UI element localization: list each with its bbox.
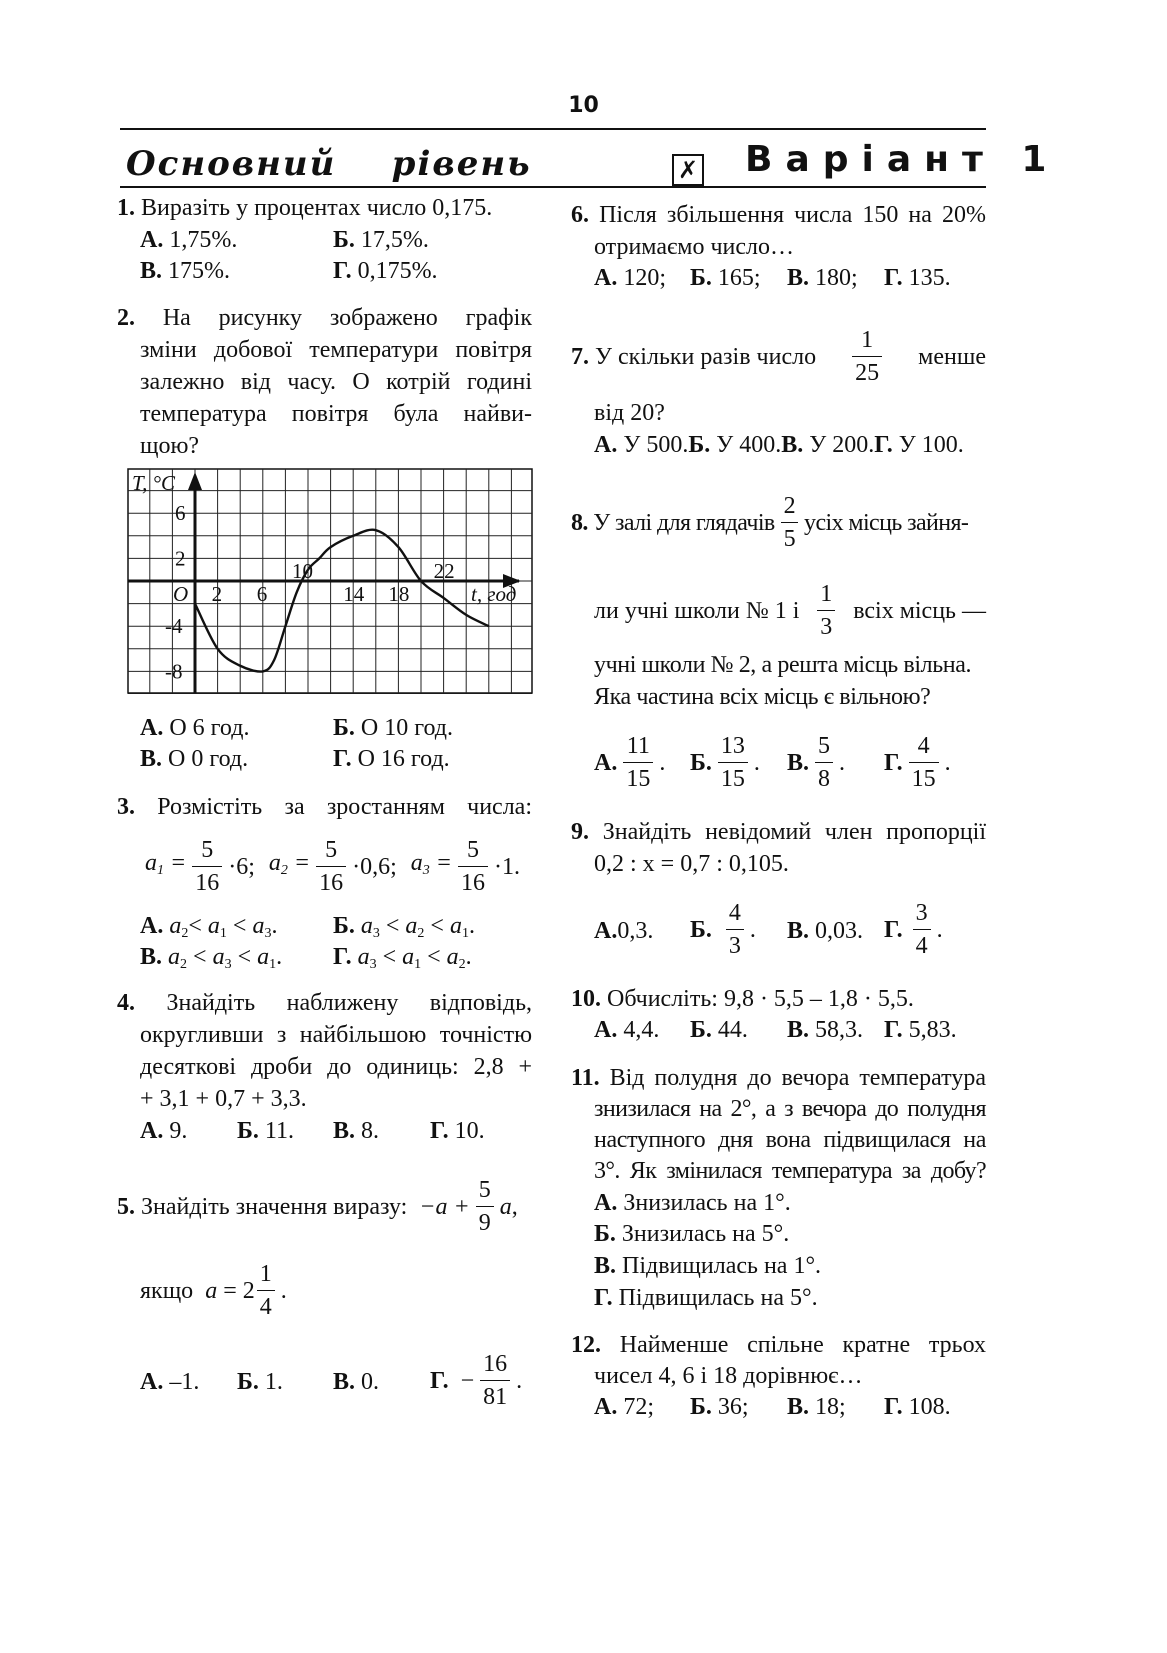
q2-option-c: В. О 0 год. [140,746,249,772]
y-axis-arrow [188,472,202,490]
q1-option-c: В. 175%. [140,258,231,284]
question-2-line2: зміни добової температури повітря [140,337,532,363]
origin-label: O [173,582,189,606]
q4-option-b: Б. 11. [237,1118,294,1144]
q8-option-b: Б. $\frac{13}{15}$ . [690,730,760,795]
question-2-line3: залежно від часу. О котрій годині [140,369,532,395]
question-8-line3: учні школи № 2, а решта місць вільна. [594,652,972,678]
q10-option-c: В. 58,3. [787,1017,864,1043]
question-11-line4: 3°. Як змінилася температура за добу? [594,1158,986,1184]
q10-option-b: Б. 44. [690,1017,748,1043]
x-tick-label: 2 [211,582,223,606]
y-tick-label: -4 [165,614,183,639]
q11-option-a: А. Знизилась на 1°. [594,1190,791,1216]
x-tick-label: 14 [343,582,365,606]
q9-option-b: Б. $\frac{4}{3}$ . [690,897,756,962]
q7-options: А. У 500.Б. У 400.В. У 200.Г. У 100. [594,432,964,458]
q1-option-d: Г. 0,175%. [333,258,438,284]
q12-option-d: Г. 108. [884,1394,951,1420]
q6-option-a: А. 120; [594,265,667,291]
question-2-line1: 2. На рисунку зображено графік [117,305,533,331]
q5-condition: якщо a = 2 $\frac{1}{4}$ . [140,1258,287,1323]
x-tick-label: 22 [433,559,455,583]
question-4-line1: 4. Знайдіть наближену відповідь, [117,990,533,1016]
q12-option-c: В. 18; [787,1394,846,1420]
question-7: 7. У скільки разів число $\frac{1}{25}$ менше [571,324,986,389]
q4-option-c: В. 8. [333,1118,380,1144]
q4-option-a: А. 9. [140,1118,188,1144]
x-tick-label: 6 [256,582,268,606]
q12-option-a: А. 72; [594,1394,655,1420]
x-tick-label: 10 [292,559,313,583]
question-11-line2: знизилася на 2°, а з вечора до полудня [594,1096,986,1122]
header-rule [120,186,986,188]
question-9-line2: 0,2 : x = 0,7 : 0,105. [594,851,789,877]
question-12-line2: чисел 4, 6 і 18 дорівнює… [594,1363,863,1389]
y-axis-label: T, °C [132,471,176,495]
question-2-line5: щою? [140,433,200,459]
variant-checkbox: ✗ [672,154,704,186]
question-4-line4: + 3,1 + 0,7 + 3,3. [140,1086,307,1112]
question-8-line4: Яка частина всіх місць є вільною? [594,684,931,710]
question-8-line1: 8. У залі для глядачів $\frac{2}{5}$ усіх місць зайня- [571,490,986,555]
question-5: 5. Знайдіть значення виразу: −a + $\frac{5}{9}$ a , [117,1174,518,1239]
q12-option-b: Б. 36; [690,1394,749,1420]
q3-option-a: А. $a_2< a_1 < a_3$. [140,913,278,941]
temperature-chart [127,468,533,694]
q11-option-b: Б. Знизилась на 5°. [594,1221,790,1247]
page-number: 10 [568,93,599,118]
y-tick-label: 6 [175,501,186,526]
question-7-line2: від 20? [594,400,665,426]
q6-option-c: В. 180; [787,265,858,291]
q9-option-c: В. 0,03. [787,918,864,944]
q8-option-a: А. $\frac{11}{15}$ . [594,730,665,795]
q6-option-d: Г. 135. [884,265,951,291]
question-6-line2: отримаємо число… [594,234,795,260]
q9-option-a: А.0,3. [594,918,654,944]
y-tick-label: 2 [175,546,186,571]
q5-option-b: Б. 1. [237,1369,283,1395]
x-axis-label: t, год [471,582,517,606]
q2-option-a: А. О 6 год. [140,715,250,741]
top-rule [120,128,986,130]
q1-option-b: Б. 17,5%. [333,227,429,253]
question-11-line3: наступного дня вона підвищилася на [594,1127,986,1153]
question-4-line2: округливши з найбільшою точністю [140,1022,532,1048]
q3-option-b: Б. $a_3 < a_2 < a_1$. [333,913,475,941]
q10-option-a: А. 4,4. [594,1017,660,1043]
question-2-line4: температура повітря була найви- [140,401,532,427]
level-title: Основний рівень [126,144,532,184]
question-1: 1. Виразіть у процентах число 0,175. [117,195,493,221]
y-tick-label: -8 [165,659,183,684]
question-12-line1: 12. Найменше спільне кратне трьох [571,1332,987,1358]
q9-option-d: Г. $\frac{3}{4}$ . [884,897,943,962]
q8-option-d: Г. $\frac{4}{15}$ . [884,730,951,795]
q5-option-a: А. –1. [140,1369,200,1395]
q11-option-d: Г. Підвищилась на 5°. [594,1285,818,1311]
q3-option-d: Г. $a_3 < a_1 < a_2$. [333,944,472,972]
q8-option-c: В. $\frac{5}{8}$ . [787,730,845,795]
q5-option-d: Г. − $\frac{16}{81}$ . [430,1348,522,1413]
variant-title: Варіант 1 [745,139,1060,180]
question-4-line3: десяткові дроби до одиниць: 2,8 + [140,1054,532,1080]
q6-option-b: Б. 165; [690,265,761,291]
q4-option-d: Г. 10. [430,1118,485,1144]
question-9-line1: 9. Знайдіть невідомий член пропорції [571,819,986,845]
question-10: 10. Обчисліть: 9,8 · 5,5 – 1,8 · 5,5. [571,986,914,1012]
q2-option-d: Г. О 16 год. [333,746,450,772]
q3-option-c: В. $a_2 < a_3 < a_1$. [140,944,283,972]
question-6-line1: 6. Після збільшення числа 150 на 20% [571,202,987,228]
q2-option-b: Б. О 10 год. [333,715,453,741]
question-11-line1: 11. Від полудня до вечора температура [571,1065,987,1091]
question-8-line2: ли учні школи № 1 і $\frac{1}{3}$ всіх місць — [594,578,986,643]
q10-option-d: Г. 5,83. [884,1017,957,1043]
q5-option-c: В. 0. [333,1369,380,1395]
q11-option-c: В. Підвищилась на 1°. [594,1253,822,1279]
question-3: 3. Розмістіть за зростанням числа: [117,794,532,820]
temperature-curve [195,530,489,672]
q3-expression: $a_1$ = $\frac{5}{16}$ ·6; $a_2$ = $\frac{5}{16}$ ·0,6; $a_3$ = $\frac{5}{16}$ ·1. [145,834,520,899]
x-tick-label: 18 [388,582,410,606]
q1-option-a: А. 1,75%. [140,227,238,253]
